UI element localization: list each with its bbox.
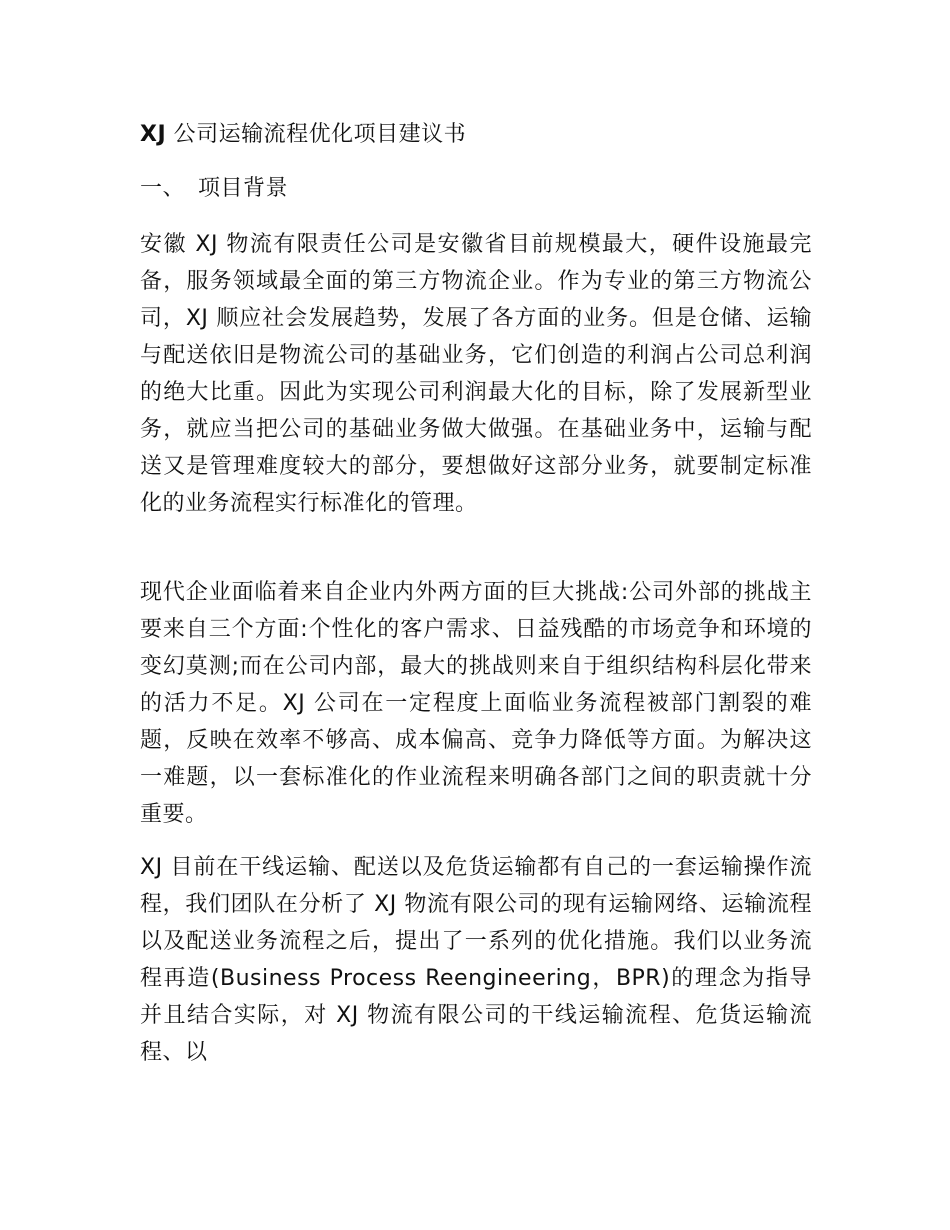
paragraph-spacer [140, 833, 812, 849]
section-title: 项目背景 [198, 176, 289, 201]
document-title-text: 公司运输流程优化项目建议书 [166, 122, 467, 147]
section-number: 一、 [140, 176, 186, 201]
paragraph-challenges: 现代企业面临着来自企业内外两方面的巨大挑战:公司外部的挑战主要来自三个方面:个性化的客户需求、日益残酷的市场竞争和环境的变幻莫测;而在公司内部，最大的挑战则来自于组织结构科层化带来的活力不足。XJ 公司在一定程度上面临业务流程被部门割裂的难题，反映在效率不够高、成本偏高、竞争力降低等方面。为解决这一难题，以一套标准化的作业流程来明确各部门之间的职责就十分重要。 [140, 580, 812, 827]
document-title-prefix: XJ [140, 122, 167, 147]
document-body [140, 118, 812, 1071]
document-title [140, 118, 812, 152]
paragraph-spacer [140, 522, 812, 574]
paragraph-optimization: XJ 目前在干线运输、配送以及危货运输都有自己的一套运输操作流程，我们团队在分析了 XJ 物流有限公司的现有运输网络、运输流程以及配送业务流程之后，提出了一系列的优化措施。我们以业务流程再造(Business Process Reengineering，BPR)的理念为指导并且结合实际，对 XJ 物流有限公司的干线运输流程、危货运输流程、以 [140, 855, 812, 1065]
section-heading [140, 172, 812, 206]
paragraph-background: 安徽 XJ 物流有限责任公司是安徽省目前规模最大，硬件设施最完备，服务领域最全面的第三方物流企业。作为专业的第三方物流公司，XJ 顺应社会发展趋势，发展了各方面的业务。但是仓储、运输与配送依旧是物流公司的基础业务，它们创造的利润占公司总利润的绝大比重。因此为实现公司利润最大化的目标，除了发展新型业务，就应当把公司的基础业务做大做强。在基础业务中，运输与配送又是管理难度较大的部分，要想做好这部分业务，就要制定标准化的业务流程实行标准化的管理。 [140, 232, 812, 516]
